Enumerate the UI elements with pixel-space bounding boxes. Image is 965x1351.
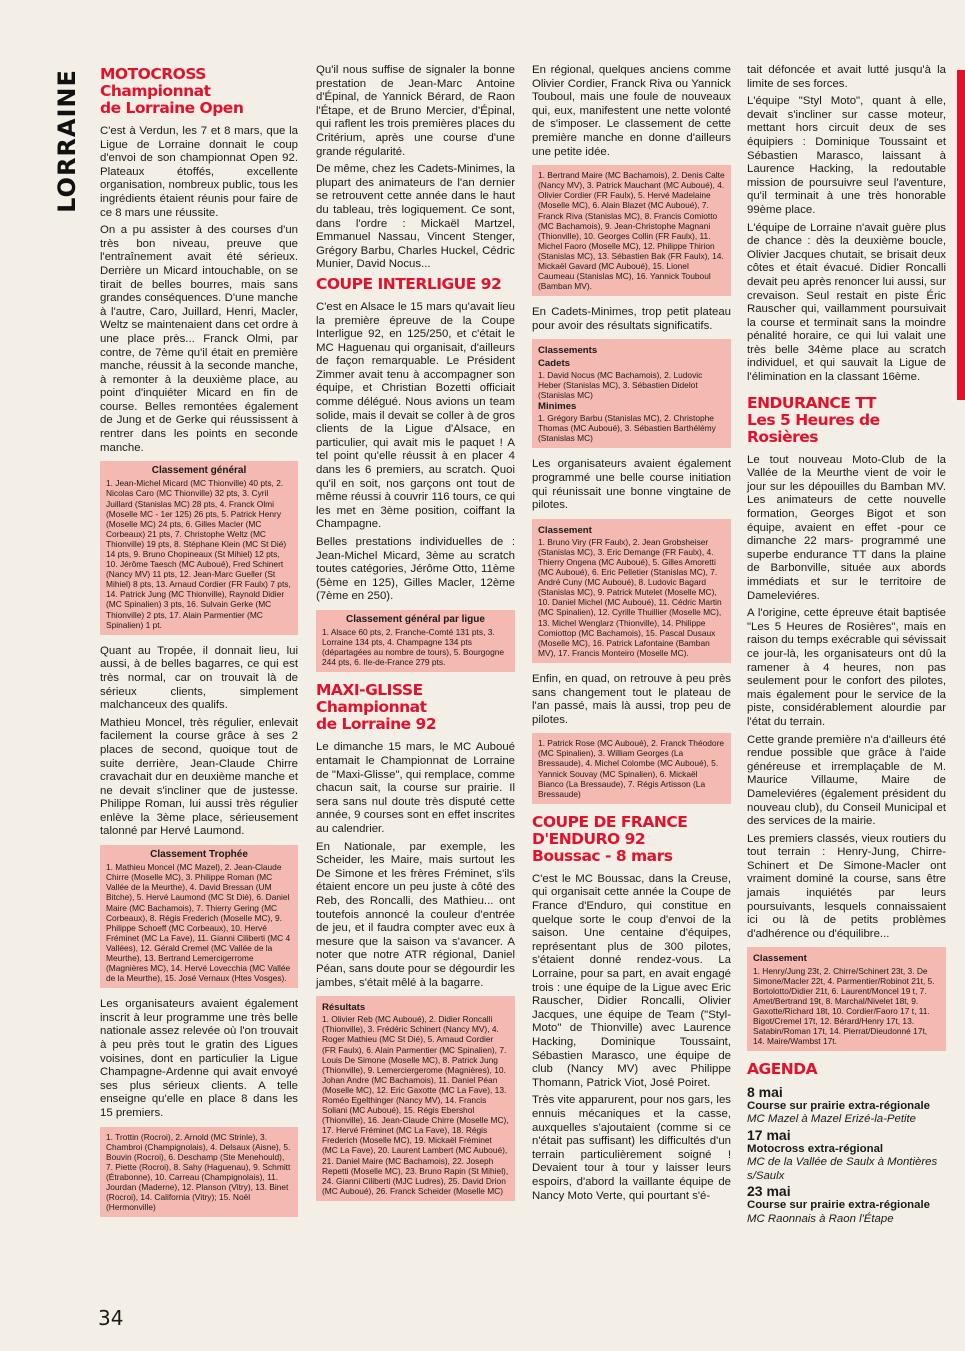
agenda-date: 8 mai [747,1084,783,1101]
paragraph: De même, chez les Cadets-Minimes, la plupart des animateurs de l'an dernier se retrouvent cette année dans le haut du tableau, très logiquement. Ce sont, dans l'ordre : Mickaël Martzel, Emmanuel Nassau, Vincent Stenger, Grégory Barbu, Charles Huckel, Cédric Munier, David Nocus... [316,163,515,271]
box-text: 1. Bertrand Maire (MC Bachamois), 2. Denis Calte (Nancy MV), 3. Patrick Mauchant (MC Auboué), 4. Olivier Cordier (FR Faulx), 5. Hervé Madelaine (Moselle MC), 6. Alain Blazet (MC Auboué), 7. Franck Riva (Stanislas MC), 8. Francis Comiotto (MC Bachamois), 9. Jean-Christophe Magnani (Thionville), 10. Georges Collin (FR Faulx), 11. Michel Faoro (Moselle MC), 12. Philippe Thirion (Stanislas MC), 13. Sébastien Bak (FR Faulx), 14. Mickaël Gavard (MC Auboué), 15. Lionel Caumeau (Stanislas MC), 16. Yannick Touboul (Bamban MV). [538,170,725,292]
paragraph: Le dimanche 15 mars, le MC Auboué entamait le Championnat de Lorraine de "Maxi-Glisse", qui remplace, comme chacun sait, la course sur prairie. Il sera sans nul doute très disputé cette année, 9 courses sont en effet inscrites au calendrier. [316,741,515,835]
results-box [747,947,946,1051]
paragraph: C'est à Verdun, les 7 et 8 mars, que la Ligue de Lorraine donnait le coup d'envoi de son championnat Open 92. Plateaux étoffés, excellente organisation, nombreux public, tous les ingrédients étaient réunis pour faire de ce 8 mars une réussite. [100,125,298,219]
agenda-place: MC Raonnais à Raon l'Étape [747,1212,894,1225]
paragraph: Les organisateurs avaient également programmé une belle course initiation qui réunissait une bonne vingtaine de pilotes. [532,458,731,512]
agenda-title: Course sur prairie extra-régionale [747,1099,930,1112]
results-box [532,165,731,296]
paragraph: A l'origine, cette épreuve était baptisée "Les 5 Heures de Rosières", mais en raison du temps exécrable qui sévissait ce jour-là, les organisateurs ont dû la ramener à 4 heures, non pas seulement pour le confort des pilotes, mais également pour le service de la piste, considérablement alourdie par l'état du terrain. [747,607,946,728]
agenda-date: 23 mai [747,1183,791,1200]
box-subtitle: Cadets [538,357,570,369]
box-text: 1. Bruno Viry (FR Faulx), 2. Jean Grobsheiser (Stanislas MC), 3. Eric Demange (FR Faulx), 4. Thierry Ongena (MC Auboué), 5. Gilles Amoretti (MC Auboué), 6. Eric Pelletier (Stanislas MC), 7. André Cuny (MC Auboué), 8. Ludovic Bagard (Stanislas MC), 9. Patrick Mutelet (Moselle MC), 10. Daniel Michel (MC Auboué), 11. Cédric Martin (MC Spinalien), 12. Cyrille Thuillier (Moselle MC), 13. Michel Wenglarz (Thionville), 14. Philippe Comiottop (MC Bachamois), 15. Pascal Dusaux (Moselle MC), 16. Patrick Lafontaine (Bamban MV), 17. Francis Monteiro (Moselle MC). [538,536,722,658]
paragraph: Les premiers classés, vieux routiers du tout terrain : Henry-Jung, Chirre-Schinert et De Simone-Macler ont vraiment dominé la course, sans être jamais inquiétés par leurs poursuivants, lesquels connaissaient ici ou là de petits problèmes d'adhérence ou d'équilibre... [747,832,946,940]
paragraph: Cette grande première n'a d'ailleurs été rendue possible que grâce à l'aide généreuse et irremplaçable de M. Maurice Villaume, Maire de Dameleviéres (également président du nouveau club), du Conseil Municipal et des services de la mairie. [747,733,946,828]
agenda-title: Course sur prairie extra-régionale [747,1199,930,1212]
results-box [100,461,298,635]
column-4 [747,64,946,1226]
paragraph: Quant au Tropée, il donnait lieu, lui aussi, à de belles bagarres, ce qui est très normal, car on trouvait là de sérieux clients, simplement malchanceux des qualifs. [100,644,298,712]
agenda-title: Motocross extra-régional [747,1142,884,1155]
results-box [316,996,515,1201]
paragraph: On a pu assister à des courses d'un très bon niveau, preuve que l'entraînement avait été sérieux. Derrière un Micard intouchable, on se tirait de belles bourres, mais sans grandes conséquences. D'une manche à l'autre, Caro, Juillard, Henri, Macler, Weltz se maintenaient dans cet ordre à une place près... Franck Olmi, par contre, de 7ème qu'il était en première manche, réussit à la seconde manche, à remonter à la deuxième place, au point d'inquiéter Micard en fin de course. Belles remontées également de Jung et de Gerke qui réussissent à rentrer dans les points en seconde manche. [100,224,298,454]
results-box [532,339,731,448]
paragraph: En Nationale, par exemple, les Scheider, les Maire, mais surtout les De Simone et les frères Fréminet, s'ils étaient encore un peu juste à côté des Reb, des Roncalli, des Mathieu... ont toutefois annoncé la couleur d'entrée de jeu, et il faudra compter avec eux à mesure que la saison va s'avancer. A noter que notre ATR régional, Daniel Péan, sans doute pour se dégourdir les jambes, s'était mêlé à la bagarre. [316,840,515,989]
results-box [532,519,731,663]
paragraph: Le tout nouveau Moto-Club de la Vallée de la Meurthe vient de voir le jour sur les dépouilles du Bamban MV. Les animateurs de cette nouvelle formation, Georges Bigot et son équipe, avaient en effet -pour ce dimanche 22 mars- programmé une superbe endurance TT dans la plaine de Barbonville, située aux abords immédiats et sur le territoire de Dameleviéres. [747,453,946,602]
paragraph: C'est le MC Boussac, dans la Creuse, qui organisait cette année la Coupe de France d'Enduro, qui constitue en quelque sorte le coup d'envoi de la saison. Une centaine d'équipes, représentant plus de 300 pilotes, s'étaient donné rendez-vous. La Lorraine, pour sa part, en avait engagé trois : une équipe de la Ligue avec Eric Rauscher, Didier Roncalli, Olivier Jacques, une équipe de Team ("Styl-Moto" de Thionville) avec Laurence Hacking, Dominique Toussaint, Sébastien Marasco, une équipe de club (Nancy MV) avec Philippe Thomann, Patrick Viot, José Poiret. [532,872,731,1089]
box-text: 1. David Nocus (MC Bachamois), 2. Ludovic Heber (Stanislas MC), 3. Sébastien Didelot (Stanislas MC) [538,369,703,400]
paragraph: Très vite apparurent, pour nos gars, les ennuis mécaniques et la casse, auxquelles s'ajoutaient (comme si ce n'était pas suffisant) les difficultés d'un terrain particulièrement soigné ! Devaient tour à tour y laisser leurs espoirs, d'abord la vaillante équipe de Nancy Moto Verte, qui pourtant s'é- [532,1094,731,1202]
agenda-place: MC de la Vallée de Saulx à Montières s/Saulx [747,1156,938,1182]
box-title: Classements [538,345,598,357]
paragraph: C'est en Alsace le 15 mars qu'avait lieu la première épreuve de la Coupe Interligue 92, en 125/250, et c'était le MC Haguenau qui organisait, d'ailleurs de façon remarquable. Le Président Zimmer avait tenu à accompagner son équipe, et Christian Bozetti officiait comme délégué. Nous avions un team solide, mais il devait se coller à de gros clients de la Ligue d'Alsace, en particulier, qui avait mis le paquet ! A tel point qu'elle réussit à en placer 4 dans les 6 premiers, au scratch. Quoi qu'il en soit, nos garçons ont tout de même réussi à couvrir 116 tours, ce qui les met en 3ème position, coiffant la Champagne. [316,300,515,531]
paragraph: Les organisateurs avaient également inscrit à leur programme une très belle nationale assez relevée où l'on trouvait à peu près tout le gratin des Ligues voisines, dont en particulier la Ligue Champagne-Ardenne qui avait envoyé ses plus sérieux clients. A telle enseigne qu'elle en place 8 dans les 15 premiers. [100,998,298,1120]
agenda-heading: AGENDA [747,1060,818,1079]
maxi-glisse-heading: MAXI-GLISSE Championnat de Lorraine 92 [316,681,437,734]
results-box [100,845,298,988]
accent-bar [957,70,965,400]
motocross-heading: MOTOCROSS Championnat de Lorraine Open [100,65,244,117]
paragraph: L'équipe de Lorraine n'avait guère plus de chance : dès la deuxième boucle, Olivier Jacques chutait, se brisait deux côtes et était évacué. Didier Roncalli devait peu après renoncer lui aussi, sur crevaison. Seul restait en piste Éric Rauscher qui, vaillamment poursuivait la course et terminait sans la moindre pénalité horaire, ce qui lui valait une très belle 34ème place au scratch individuel, et qui sauvait la Ligue de l'élimination en la classant 16ème. [747,221,946,384]
endurance-heading: ENDURANCE TT Les 5 Heures de Rosières [747,393,880,446]
paragraph: En régional, quelques anciens comme Olivier Cordier, Franck Riva ou Yannick Touboul, mais une foule de nouveaux qui, eux, manifestent une nette volonté de s'imposer. Le classement de cette première manche en donne d'ailleurs une petite idée. [532,64,731,158]
interligue-heading: COUPE INTERLIGUE 92 [316,274,502,293]
results-box [100,1127,298,1218]
box-text: 1. Patrick Rose (MC Auboué), 2. Franck Théodore (MC Spinalien), 3. William Georges (La Bressaude), 4. Michel Colombe (MC Auboué), 5. Yannick Souvay (MC Spinalien), 6. Mickaël Bianco (La Bressaude), 7. Régis Artisson (La Bressaude) [538,738,725,799]
box-text: 1. Mathieu Moncel (MC Mazel), 2. Jean-Claude Chirre (Moselle MC), 3. Philippe Roman (MC Vallée de la Meurthe), 4. David Bressan (UM Bitche), 5. Hervé Laumond (MC St Dié), 6. Daniel Maire (MC Bachamois), 7. Thierry Gering (MC Corbeaux), 8. Régis Frederich (Moselle MC), 9. Philippe Schoeff (MC Corbeaux), 10. Hervé Fréminet (MC La Fave), 11. Gianni Ciliberti (MC 4 Vallées), 12. Gérald Cremel (MC Vallée de la Meurthe), 13. Bertrand Lemercigerrome (Magnières MC), 14. Hervé Lovecchia (MC Vallée de la Meurthe), 15. José Vernaux (Htes Vosges). [106,862,291,984]
box-title: Classement [753,953,807,965]
box-text: 1. Jean-Michel Micard (MC Thionville) 40 pts, 2. Nicolas Caro (MC Thionville) 32 pts, 3. Cyril Juillard (Stanislas MC) 28 pts, 4. Franck Olmi (Moselle MC - 1er 125) 26 pts, 5. Patrick Henry (Moselle MC) 24 pts, 6. Gilles Macler (MC Corbeaux) 21 pts, 7. Christophe Weltz (MC Thionville) 19 pts, 8. Stéphane Klein (MC St Dié) 14 pts, 9. Bruno Chopineaux (St Mihiel) 12 pts, 10. Jérôme Taesch (MC Auboué), Fred Schinert (Nancy MV) 11 pts, 12. Jean-Marc Gueller (St Mihiel) 8 pts, 13. Arnaud Cordier (FR Faulx) 7 pts, 14. Patrick Jung (MC Thionville), Raynold Didier (MC Spinalien) 3 pts, 16. Sulvain Gerke (MC Thionville) 2 pts, 17. Alain Parmentier (MC Spinalien) 1 pt. [106,478,291,630]
box-title: Classement général [151,465,247,477]
paragraph: Enfin, en quad, on retrouve à peu près sans changement tout le plateau de l'an passé, mais là aussi, trop peu de pilotes. [532,672,731,726]
enduro-heading: COUPE DE FRANCE D'ENDURO 92 Boussac - 8 mars [532,812,688,865]
column-2 [316,64,515,1211]
box-title: Classement Trophée [150,849,248,861]
paragraph: L'équipe "Styl Moto", quant à elle, devait s'incliner sur casse moteur, mettant hors circuit deux de ses équipiers : Dominique Toussaint et Sébastien Marasco, laissant à Laurence Hacking, la redoutable mission de poursuivre seul l'aventure, qu'il terminait à une très honorable 99ème place. [747,95,946,216]
paragraph: Mathieu Moncel, très régulier, enlevait facilement la course grâce à ses 2 places de second, quoique tout de suite derrière, Jean-Claude Chirre cravachait dur en deuxième manche et ne devait s'incliner que de justesse. Philippe Roman, lui aussi très régulier enlève la 3ème place, sérieusement talonné par Hervé Laumond. [100,716,298,838]
box-title: Classement [538,524,592,536]
box-text: 1. Trottin (Rocroi), 2. Arnold (MC Strinle), 3. Chambroi (Champignolais), 4. Delsaux (Aisne), 5. Bouvin (Rocroi), 6. Deschamp (Ste Menehould), 7. Piette (Rocroi), 8. Sahy (Haguenau), 9. Schmitt (Étrabonne), 10. Carreau (Champignolais), 11. Jourdan (Maderne), 12. Planson (Vitry), 13. Binet (Rocroi), 14. California (Vitry); 15. Noël (Hermonville) [106,1131,291,1213]
agenda-list [747,1086,946,1226]
box-text: 1. Grégory Barbu (Stanislas MC), 2. Christophe Thomas (MC Auboué), 3. Sébastien Barthélémy (Stanislas MC) [538,413,716,444]
box-title: Classement général par ligue [346,613,485,625]
column-1 [100,64,298,1227]
column-3 [532,64,731,1207]
box-text: 1. Alsace 60 pts, 2. Franche-Comté 131 pts, 3. Lorraine 134 pts, 4. Champagne 134 pts (départagées au nombre de tours), 5. Bourgogne 244 pts, 6. Ile-de-France 279 pts. [322,627,505,668]
box-subtitle: Minimes [538,400,577,412]
results-box [532,733,731,804]
box-title: Résultats [322,1002,366,1014]
paragraph: Belles prestations individuelles de : Jean-Michel Micard, 3ème au scratch toutes catégories, Jérôme Otto, 11ème (5ème en 125), Gilles Macler, 12ème (7ème en 250). [316,536,515,603]
agenda-place: MC Mazel à Mazel Erizé-la-Petite [747,1113,917,1126]
box-text: 1. Henry/Jung 23t, 2. Chirre/Schinert 23t, 3. De Simone/Macler 22t, 4. Parmentier/Robinot 21t, 5. Bortolotto/Didier 21t, 6. Laurent/Moncel 19 t, 7. Amet/Bertrand 19t, 8. Marchal/Nivelet 18t, 9. Gaxotte/Richard 18t, 10. Cordier/Faoro 17 t, 11. Bigot/Cremel 17t, 12. Bérard/Henry 17t, 13. Satabin/Roman 17t, 14. Pierrat/Dieudonné 17t, 14. Maire/Wambst 17t. [753,965,935,1047]
section-title: LORRAINE [53,69,81,213]
box-text: 1. Olivier Reb (MC Auboué), 2. Didier Roncalli (Thionville), 3. Frédéric Schinert (Nancy MV), 4. Roger Mathieu (MC St Dié), 5. Arnaud Cordier (FR Faulx), 6. Alain Parmentier (MC Spinalien), 7. Louis De Simone (Moselle MC), 8. Patrick Jung (Thionville), 9. Lemerciergerome (Magnières), 10. Johan Andre (MC Bachamois), 11. Daniel Péan (Moselle MC), 12. Eric Gaxotte (MC La Fave), 13. Roméo Egelthinger (Nancy MV), 14. Francis Soliani (MC Auboué), 15. Régis Ebershol (Thionville), 16. Jean-Claude Chirre (Moselle MC), 17. Hervé Fréminet (MC La Fave), 18. Régis Frederich (Moselle MC), 19. Mickaël Fréminet (MC La Fave), 20. Laurent Lambert (MC Auboué), 21. Daniel Maire (MC Bachamois), 22. Joseph Repetti (Moselle MC), 23. Bruno Rapin (St Mihiel), 24. Gianni Ciliberti (MJC Ludres), 25. David Drion (MC Auboué), 26. Franck Scheider (Moselle MC) [322,1014,509,1196]
paragraph: tait défoncée et avait lutté jusqu'à la limite de ses forces. [747,64,946,90]
results-box [316,610,515,672]
agenda-date: 17 mai [747,1127,791,1144]
page-number: 34 [98,1306,124,1330]
paragraph: Qu'il nous suffise de signaler la bonne prestation de Jean-Marc Antoine d'Épinal, de Yannick Bérard, de Raon l'Étape, et de Bruno Mercier, d'Épinal, qui raflent les trois premières places du Critérium, après une course d'une grande régularité. [316,64,515,158]
paragraph: En Cadets-Minimes, trop petit plateau pour avoir des résultats significatifs. [532,306,731,332]
